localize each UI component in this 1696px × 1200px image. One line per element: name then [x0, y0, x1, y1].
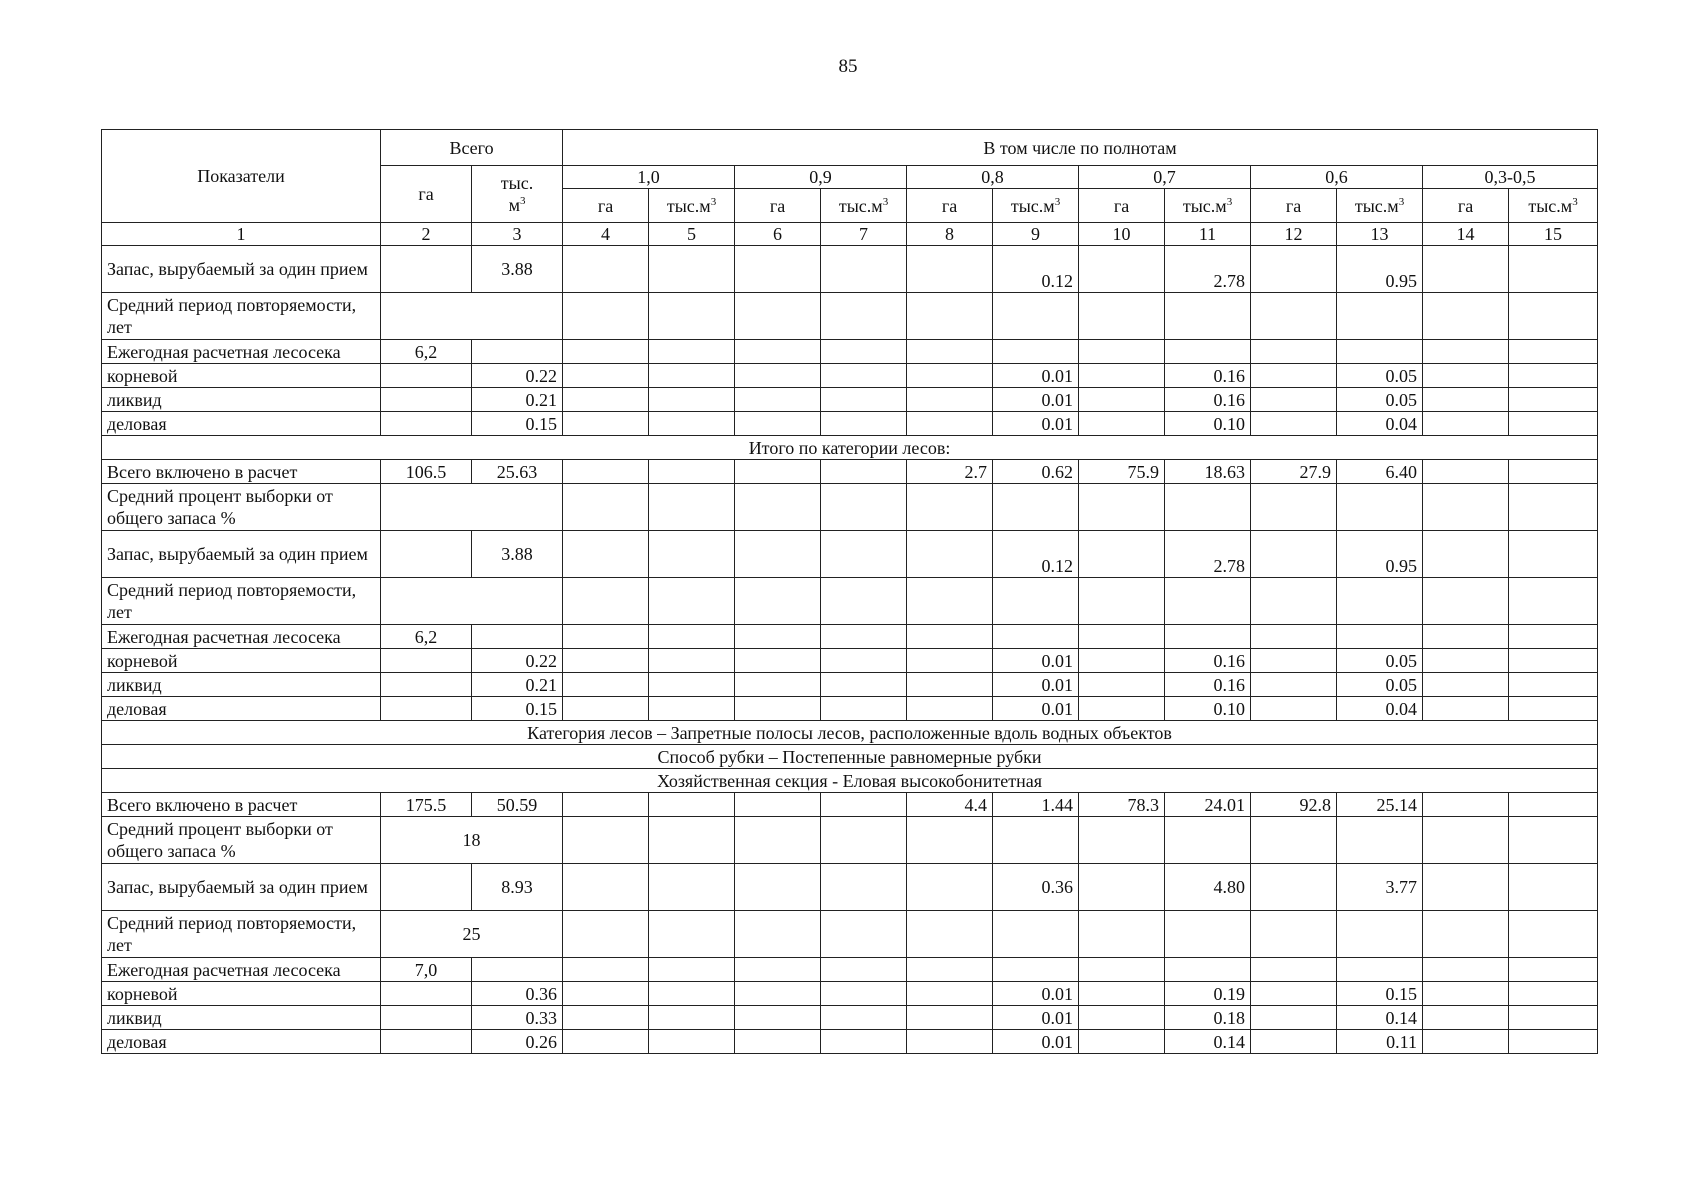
row-label: Ежегодная расчетная лесосека [102, 958, 381, 982]
header-density: 0,6 [1251, 166, 1423, 189]
column-number: 3 [472, 223, 563, 246]
cell-d06-thous: 0.15 [1337, 982, 1423, 1006]
cell-d08-thous: 0.01 [993, 1006, 1079, 1030]
section-title-total: Итого по категории лесов: [102, 436, 1598, 460]
cell-d07-thous: 24.01 [1165, 793, 1251, 817]
cell-total-thous: 0.22 [472, 364, 563, 388]
cell-d06-thous: 3.77 [1337, 864, 1423, 911]
table-row [102, 246, 1598, 293]
cell-d08-thous: 0.01 [993, 412, 1079, 436]
cell-d08-thous: 0.01 [993, 982, 1079, 1006]
cell-total-thous: 50.59 [472, 793, 563, 817]
header-indicators: Показатели [102, 130, 381, 223]
row-label: Средний период повторяемости, лет [102, 578, 381, 625]
cell-d08-thous: 0.01 [993, 364, 1079, 388]
cell-d08-thous: 0.36 [993, 864, 1079, 911]
cell-d07-thous: 0.16 [1165, 364, 1251, 388]
header-total: Всего [381, 130, 563, 166]
table-row [102, 958, 1598, 982]
cell-d06-thous: 0.04 [1337, 697, 1423, 721]
cell-d07-thous: 0.14 [1165, 1030, 1251, 1054]
header-unit-ha: га [563, 189, 649, 223]
cell-d06-thous: 0.04 [1337, 412, 1423, 436]
cell-d07-thous: 2.78 [1165, 531, 1251, 578]
column-number: 14 [1423, 223, 1509, 246]
table-row [102, 793, 1598, 817]
row-label: ликвид [102, 1006, 381, 1030]
cell-d07-thous: 0.10 [1165, 697, 1251, 721]
header-density: 0,8 [907, 166, 1079, 189]
cell-total-thous: 0.15 [472, 697, 563, 721]
cell-d08-thous: 0.01 [993, 1030, 1079, 1054]
cell-total-thous: 0.26 [472, 1030, 563, 1054]
forest-harvest-table [101, 129, 1598, 1054]
row-label: Средний процент выборки от общего запаса % [102, 817, 381, 864]
column-number: 15 [1509, 223, 1598, 246]
cell-d08-thous: 0.01 [993, 388, 1079, 412]
column-number: 13 [1337, 223, 1423, 246]
header-density: 1,0 [563, 166, 735, 189]
row-label: Запас, вырубаемый за один прием [102, 864, 381, 911]
table-part-1 [102, 246, 1598, 436]
header-unit-thous: $тыс.м^3$ [1509, 189, 1598, 223]
cell-d08-thous: 0.12 [993, 246, 1079, 293]
cell-d08-thous: 1.44 [993, 793, 1079, 817]
cell-total-thous: 0.22 [472, 649, 563, 673]
table-row [102, 1006, 1598, 1030]
column-number: 2 [381, 223, 472, 246]
header-unit-thous: $тыс.м^3$ [821, 189, 907, 223]
table-row [102, 364, 1598, 388]
row-label: Ежегодная расчетная лесосека [102, 625, 381, 649]
header-unit-thous: $тыс.м^3$ [1165, 189, 1251, 223]
table-row [102, 293, 1598, 340]
table-row [102, 625, 1598, 649]
row-label: Запас, вырубаемый за один прием [102, 531, 381, 578]
table-row [102, 649, 1598, 673]
header-unit-thous: $тыс.м^3$ [649, 189, 735, 223]
column-number: 5 [649, 223, 735, 246]
cell-d06-thous: 0.14 [1337, 1006, 1423, 1030]
section-title-section: Хозяйственная секция - Еловая высокобонитетная [102, 769, 1598, 793]
column-number: 6 [735, 223, 821, 246]
cell-d06-thous: 0.05 [1337, 649, 1423, 673]
row-label: деловая [102, 697, 381, 721]
row-label: корневой [102, 364, 381, 388]
cell-total-thous: 0.15 [472, 412, 563, 436]
column-number: 9 [993, 223, 1079, 246]
column-number: 11 [1165, 223, 1251, 246]
table-row [102, 412, 1598, 436]
header-unit-ha: га [907, 189, 993, 223]
cell-d06-thous: 0.05 [1337, 388, 1423, 412]
cell-d06-thous: 0.11 [1337, 1030, 1423, 1054]
table-row [102, 1030, 1598, 1054]
header-density: 0,9 [735, 166, 907, 189]
cell-d08-ha: 2.7 [907, 460, 993, 484]
cell-merged-total: 18 [381, 817, 563, 864]
table-part-total [102, 436, 1598, 721]
cell-d08-ha: 4.4 [907, 793, 993, 817]
cell-total-thous: 0.33 [472, 1006, 563, 1030]
cell-d08-thous: 0.12 [993, 531, 1079, 578]
section-title-category: Категория лесов – Запретные полосы лесов, расположенные вдоль водных объектов [102, 721, 1598, 745]
header-unit-ha: га [1423, 189, 1509, 223]
cell-d07-thous: 0.19 [1165, 982, 1251, 1006]
cell-d07-thous: 18.63 [1165, 460, 1251, 484]
cell-total-thous: 25.63 [472, 460, 563, 484]
table-header [102, 130, 1598, 246]
row-label: Всего включено в расчет [102, 793, 381, 817]
table-row [102, 697, 1598, 721]
cell-d06-ha: 92.8 [1251, 793, 1337, 817]
cell-merged-total: 25 [381, 911, 563, 958]
header-total-ha: га [381, 166, 472, 223]
cell-d07-ha: 78.3 [1079, 793, 1165, 817]
cell-total-ha: 106.5 [381, 460, 472, 484]
table-row [102, 864, 1598, 911]
column-number: 7 [821, 223, 907, 246]
row-label: Средний период повторяемости, лет [102, 911, 381, 958]
table-part-3 [102, 721, 1598, 1054]
row-label: Средний период повторяемости, лет [102, 293, 381, 340]
cell-d08-thous: 0.01 [993, 649, 1079, 673]
cell-d07-thous: 0.10 [1165, 412, 1251, 436]
table-row [102, 673, 1598, 697]
cell-d06-thous: 6.40 [1337, 460, 1423, 484]
cell-total-thous: 3.88 [472, 246, 563, 293]
column-number: 4 [563, 223, 649, 246]
row-label: Средний процент выборки от общего запаса % [102, 484, 381, 531]
row-label: корневой [102, 649, 381, 673]
header-density: 0,3-0,5 [1423, 166, 1598, 189]
row-label: ликвид [102, 673, 381, 697]
header-density: 0,7 [1079, 166, 1251, 189]
cell-d07-thous: 0.16 [1165, 649, 1251, 673]
cell-total-ha: 6,2 [381, 625, 472, 649]
cell-d07-thous: 0.16 [1165, 673, 1251, 697]
cell-d06-thous: 25.14 [1337, 793, 1423, 817]
cell-d07-thous: 4.80 [1165, 864, 1251, 911]
cell-total-ha: 7,0 [381, 958, 472, 982]
cell-total-ha: 6,2 [381, 340, 472, 364]
cell-total-thous: 0.36 [472, 982, 563, 1006]
page-number: 85 [838, 56, 858, 77]
header-total-thous: тыс. $м^3$ [472, 166, 563, 223]
header-unit-thous: $тыс.м^3$ [993, 189, 1079, 223]
row-label: деловая [102, 1030, 381, 1054]
cell-d06-thous: 0.95 [1337, 246, 1423, 293]
cell-d07-thous: 0.18 [1165, 1006, 1251, 1030]
row-label: Всего включено в расчет [102, 460, 381, 484]
section-title-method: Способ рубки – Постепенные равномерные рубки [102, 745, 1598, 769]
cell-total-thous: 3.88 [472, 531, 563, 578]
row-label: деловая [102, 412, 381, 436]
table-row [102, 982, 1598, 1006]
row-label: Ежегодная расчетная лесосека [102, 340, 381, 364]
header-unit-ha: га [1079, 189, 1165, 223]
cell-total-thous: 8.93 [472, 864, 563, 911]
cell-d07-ha: 75.9 [1079, 460, 1165, 484]
row-label: ликвид [102, 388, 381, 412]
cell-total-ha: 175.5 [381, 793, 472, 817]
header-unit-ha: га [1251, 189, 1337, 223]
cell-d08-thous: 0.01 [993, 673, 1079, 697]
table-row [102, 340, 1598, 364]
cell-total-thous: 0.21 [472, 388, 563, 412]
cell-total-thous: 0.21 [472, 673, 563, 697]
column-number: 8 [907, 223, 993, 246]
column-number: 1 [102, 223, 381, 246]
cell-d06-thous: 0.95 [1337, 531, 1423, 578]
header-unit-thous: $тыс.м^3$ [1337, 189, 1423, 223]
table-row [102, 817, 1598, 864]
table-row [102, 388, 1598, 412]
header-unit-ha: га [735, 189, 821, 223]
row-label: Запас, вырубаемый за один прием [102, 246, 381, 293]
table-row [102, 484, 1598, 531]
cell-d08-thous: 0.62 [993, 460, 1079, 484]
cell-d07-thous: 2.78 [1165, 246, 1251, 293]
column-number: 12 [1251, 223, 1337, 246]
table-row [102, 911, 1598, 958]
column-number: 10 [1079, 223, 1165, 246]
table-row [102, 531, 1598, 578]
cell-d06-thous: 0.05 [1337, 364, 1423, 388]
cell-d07-thous: 0.16 [1165, 388, 1251, 412]
header-breakdown: В том числе по полнотам [563, 130, 1598, 166]
row-label: корневой [102, 982, 381, 1006]
table-row [102, 460, 1598, 484]
cell-d08-thous: 0.01 [993, 697, 1079, 721]
cell-d06-ha: 27.9 [1251, 460, 1337, 484]
table-row [102, 578, 1598, 625]
cell-d06-thous: 0.05 [1337, 673, 1423, 697]
